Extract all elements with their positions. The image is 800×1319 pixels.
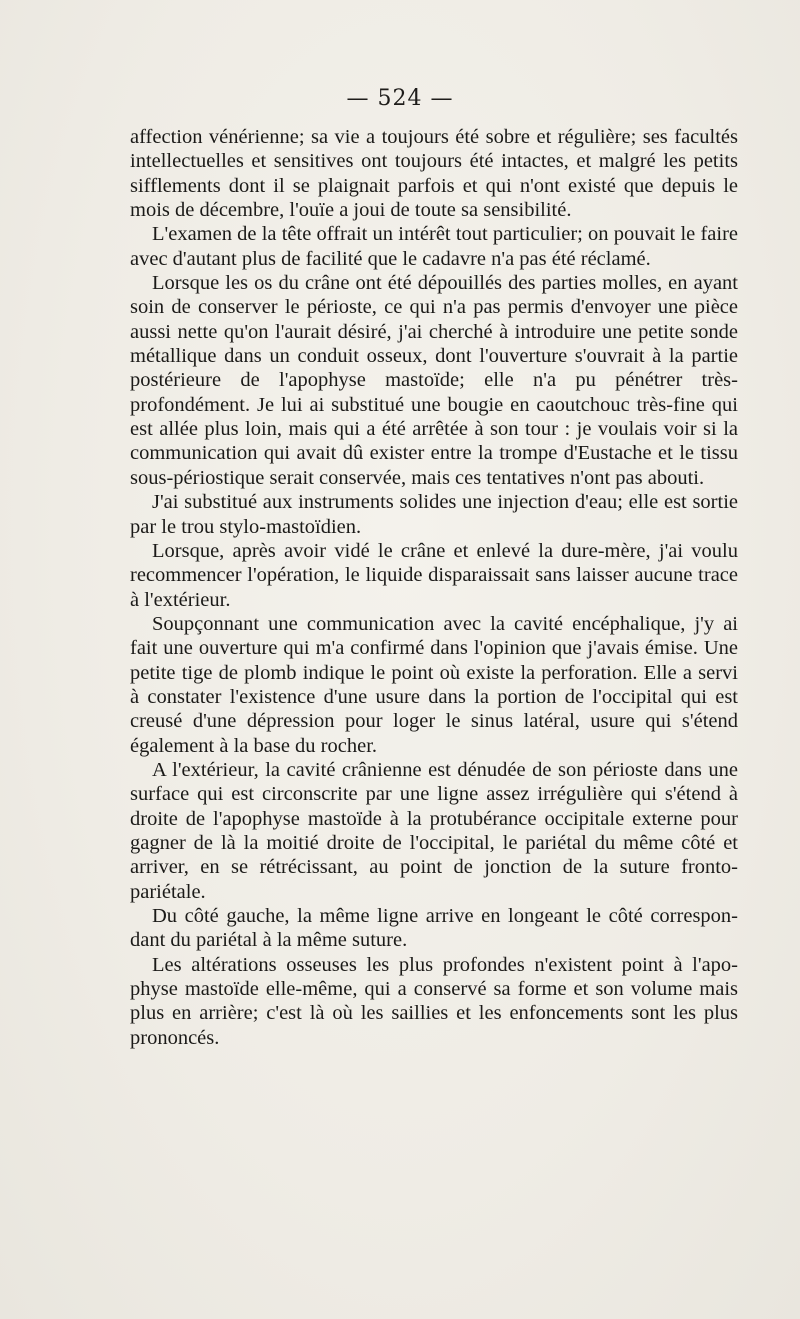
paragraph: A l'extérieur, la cavité crânienne est dénudée de son périoste dans une surface qui est circonscrite par une ligne assez irrégulière qui s'étend à droite de l'apophyse mastoïde à la protubérance occipitale externe pour gagner de là la moitié droite de l'occipital, le pariétal du même côté et arriver, en se rétrécissant, au point de jonction de la suture fronto-pariétale.: [130, 758, 738, 903]
body-text: [130, 125, 738, 1050]
paragraph: affection vénérienne; sa vie a toujours été sobre et régulière; ses facultés intellectuelles et sensitives ont toujours été intactes, et malgré les petits sifflements dont il se plaignait parfois et qui n'ont existé que depuis le mois de décembre, l'ouïe a joui de toute sa sensibilité.: [130, 126, 738, 222]
paragraph: Du côté gauche, la même ligne arrive en longeant le côté correspondant du pariétal à la même suture.: [130, 905, 738, 952]
paragraph: Les altérations osseuses les plus profondes n'existent point à l'apophyse mastoïde elle-même, qui a conservé sa forme et son volume mais plus en arrière; c'est là où les saillies et les enfoncements sont les plus prononcés.: [130, 953, 738, 1049]
paragraph: J'ai substitué aux instruments solides une injection d'eau; elle est sortie par le trou stylo-mastoïdien.: [130, 491, 738, 538]
paragraph: L'examen de la tête offrait un intérêt tout particulier; on pouvait le faire avec d'autant plus de facilité que le cadavre n'a pas été réclamé.: [130, 223, 738, 270]
paragraph: Soupçonnant une communication avec la cavité encéphalique, j'y ai fait une ouverture qui m'a confirmé dans l'opinion que j'avais émise. Une petite tige de plomb indique le point où existe la perforation. Elle a servi à constater l'existence d'une usure dans la portion de l'occipital qui est creusé d'une dépression pour loger le sinus latéral, usure qui s'étend également à la base du rocher.: [130, 612, 738, 757]
paragraph: Lorsque, après avoir vidé le crâne et enlevé la dure-mère, j'ai voulu recommencer l'opération, le liquide disparaissait sans laisser aucune trace à l'extérieur.: [130, 539, 738, 611]
paragraph: Lorsque les os du crâne ont été dépouillés des parties molles, en ayant soin de conserver le périoste, ce qui n'a pas permis d'envoyer une pièce aussi nette qu'on l'aurait désiré, j'ai cherché à introduire une petite sonde métallique dans un conduit osseux, dont l'ouverture s'ouvrait à la partie postérieure de l'apophyse mastoïde; elle n'a pu pénétrer très-profondément. Je lui ai substitué une bougie en caoutchouc très-fine qui est allée plus loin, mais qui a été arrêtée à son tour : je voulais voir si la communication qui avait dû exister entre la trompe d'Eustache et le tissu sous-périostique serait conservée, mais ces tentatives n'ont pas abouti.: [130, 272, 738, 489]
page-number: — 524 —: [346, 86, 454, 111]
